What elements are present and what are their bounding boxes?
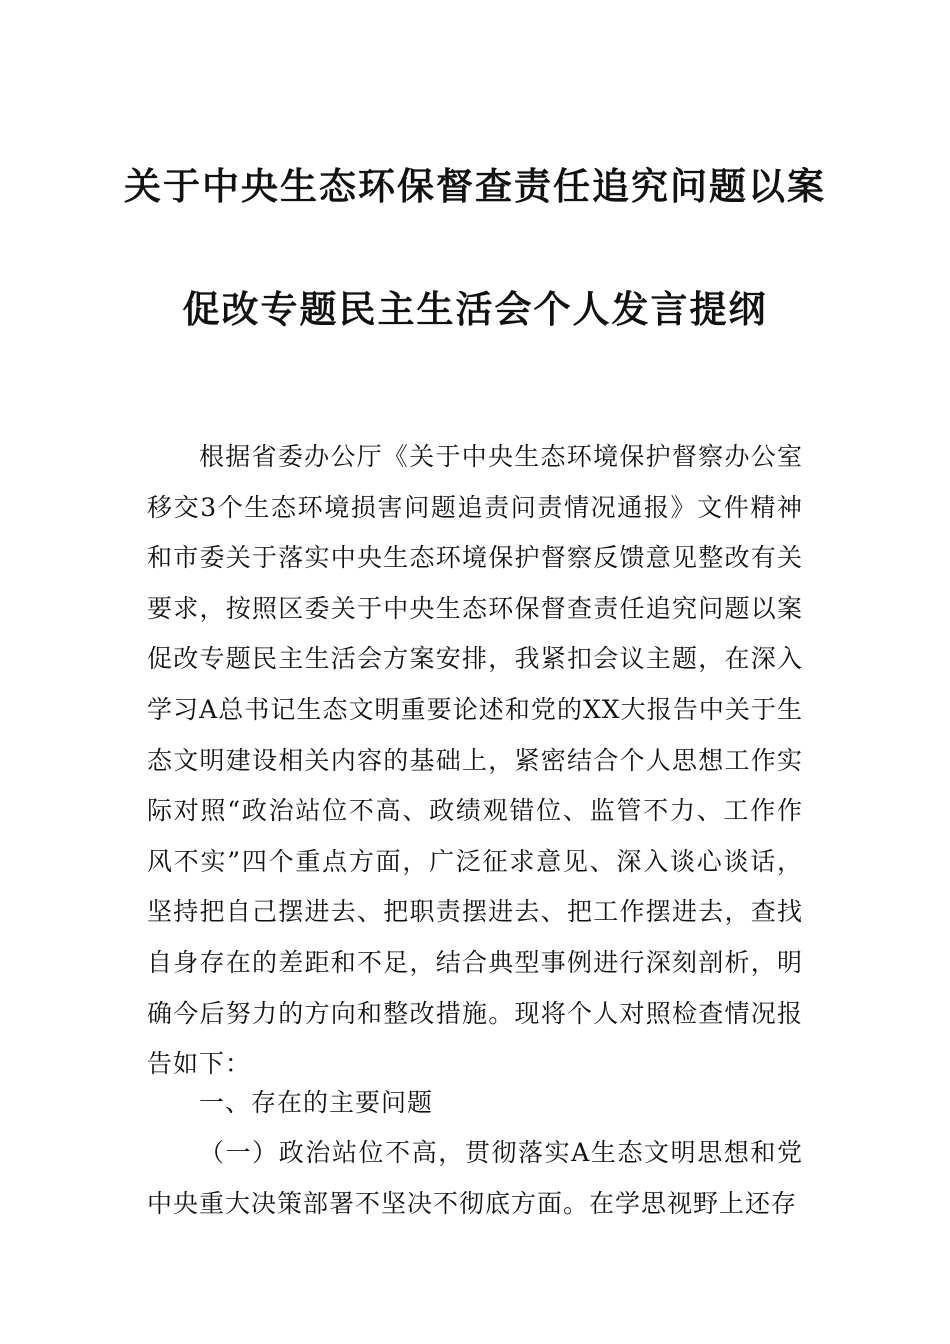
intro-paragraph: 根据省委办公厅《关于中央生态环境保护督察办公室移交3个生态环境损害问题追责问责情况通报》文件精神和市委关于落实中央生态环境保护督察反馈意见整改有关要求，按照区委关于中央生态环保督查责任追究问题以案促改专题民主生活会方案安排，我紧扣会议主题，在深入学习A总书记生态文明重要论述和党的XX大报告中关于生态文明建设相关内容的基础上，紧密结合个人思想工作实际对照“政治站位不高、政绩观错位、监管不力、工作作风不实”四个重点方面，广泛征求意见、深入谈心谈话，坚持把自己摆进去、把职责摆进去、把工作摆进去，查找自身存在的差距和不足，结合典型事例进行深刻剖析，明确今后努力的方向和整改措施。现将个人对照检查情况报告如下： <box>147 442 803 1079</box>
document-title-line-1: 关于中央生态环保督查责任追究问题以案 <box>124 164 826 208</box>
section-heading: 一、存在的主要问题 <box>199 1088 434 1117</box>
section-paragraph: （一）政治站位不高，贯彻落实A生态文明思想和党中央重大决策部署不坚决不彻底方面。在学思视野上还存 <box>147 1138 803 1218</box>
document-title-line-2: 促改专题民主生活会个人发言提纲 <box>182 287 768 331</box>
